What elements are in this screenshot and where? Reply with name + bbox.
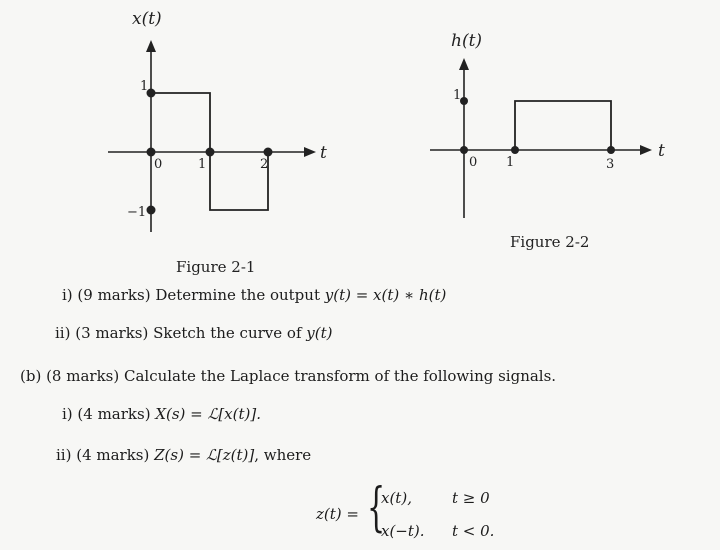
- piecewise-row1-cond: t ≥ 0: [452, 489, 490, 507]
- question-b-ii-suffix: , where: [254, 446, 312, 464]
- h-tick-1: 1: [506, 155, 515, 170]
- question-a-i: [62, 286, 446, 304]
- x-vertical-axis-arrow-icon: [146, 40, 156, 52]
- piecewise-row2-cond: t < 0.: [452, 522, 495, 540]
- question-a-ii-math: y(t): [306, 324, 333, 342]
- question-b-ii-math: Z(s) = ℒ[z(t)]: [154, 446, 255, 464]
- h-level-1-label: 1: [453, 88, 462, 103]
- question-b-i-math: X(s) = ℒ[x(t)].: [155, 405, 261, 423]
- question-a-i-math: y(t) = x(t) ∗ h(t): [324, 286, 447, 304]
- question-b-i-text: i) (4 marks): [62, 405, 156, 423]
- x-horizontal-axis-arrow-icon: [304, 147, 316, 157]
- piecewise-brace: {: [367, 478, 386, 538]
- question-b-ii: [56, 446, 311, 464]
- h-axis-t-label: t: [658, 141, 665, 161]
- x-tick-1: 1: [198, 157, 207, 172]
- figure-2-2-caption: Figure 2-2: [510, 233, 590, 251]
- h-point-3: [607, 146, 615, 154]
- x-level-1-label: 1: [140, 79, 149, 94]
- h-tick-0: 0: [469, 155, 478, 170]
- x-t-title: x(t): [132, 9, 162, 29]
- x-tick-2: 2: [260, 157, 269, 172]
- h-signal-curve: [515, 101, 611, 150]
- figure-2-1: [108, 9, 327, 276]
- h-horizontal-axis-arrow-icon: [640, 145, 652, 155]
- x-point-0-neg1: [147, 206, 156, 215]
- question-a-i-text: i) (9 marks) Determine the output: [62, 286, 325, 304]
- piecewise-row1-expr: x(t),: [381, 489, 412, 507]
- h-vertical-axis-arrow-icon: [459, 58, 469, 70]
- question-b-ii-text: ii) (4 marks): [56, 446, 155, 464]
- question-a-ii-text: ii) (3 marks) Sketch the curve of: [55, 324, 307, 342]
- x-axis-t-label: t: [320, 143, 327, 163]
- piecewise-row2-expr: x(−t).: [381, 522, 425, 540]
- x-point-1: [206, 148, 215, 157]
- question-b: (b) (8 marks) Calculate the Laplace transform of the following signals.: [20, 367, 557, 385]
- h-tick-3: 3: [606, 157, 615, 172]
- x-point-origin: [147, 148, 156, 157]
- piecewise-lhs: z(t) =: [316, 505, 359, 523]
- x-point-2: [264, 148, 273, 157]
- figure-2-2: [430, 31, 665, 251]
- h-point-origin: [460, 146, 468, 154]
- x-level-neg1-label: −1: [127, 205, 147, 220]
- h-point-1: [511, 146, 519, 154]
- question-a-ii: [55, 324, 332, 342]
- x-tick-0: 0: [154, 157, 163, 172]
- figure-2-1-caption: Figure 2-1: [176, 258, 256, 276]
- h-t-title: h(t): [451, 31, 483, 51]
- question-b-i: [62, 405, 261, 423]
